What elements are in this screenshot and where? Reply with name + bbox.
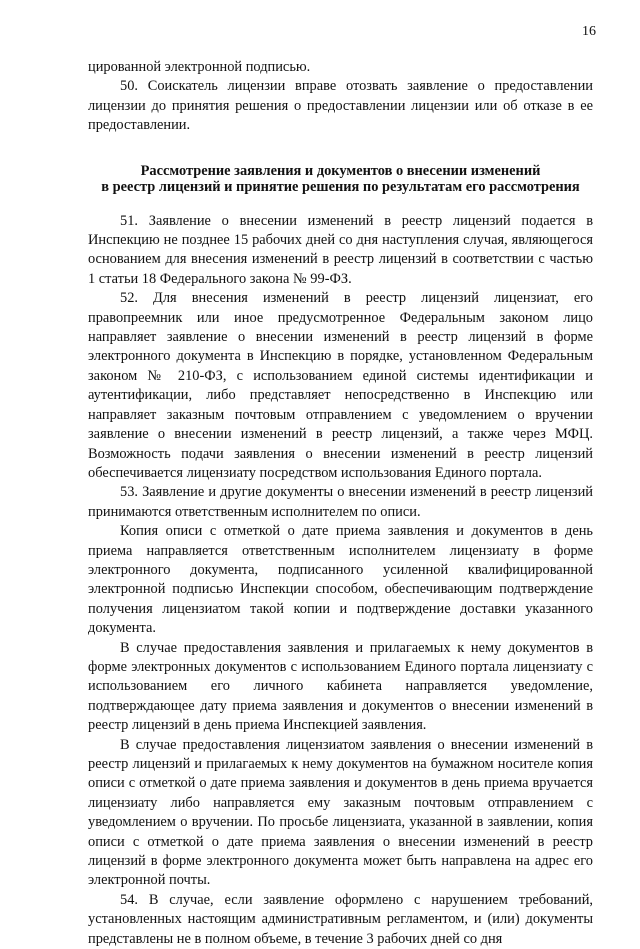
paragraph-electronic-submission: В случае предоставления заявления и прилагаемых к нему документов в форме электронных документов с использованием Единого портала лицензиату с использованием его личного кабинета направляется уведомление, подтверждающее дату приема заявления и документов о внесении изменений в реестр лицензий в день приема Инспекцией заявления. xyxy=(88,639,593,734)
paragraph-52: 52. Для внесения изменений в реестр лицензий лицензиат, его правопреемник или иное предусмотренное Федеральным законом лицо направляет заявление о внесении изменений в реестр лицензий в форме электронного документа в Инспекцию в порядке, установленном Федеральным законом № 210-ФЗ, с использованием единой системы идентификации и аутентификации, либо представляет непосредственно в Инспекцию или направляет заказным почтовым отправлением с уведомлением о вручении заявление о внесении изменений в реестр лицензий, а также через МФЦ. Возможность подачи заявления о внесении изменений в реестр лицензий обеспечивается лицензиату посредством использования Единого портала. xyxy=(88,290,593,481)
paragraph-54: 54. В случае, если заявление оформлено с нарушением требований, установленных настоящим административным регламентом, и (или) документы представлены не в полном объеме, в течение 3 рабочих дней со дня xyxy=(88,891,593,947)
paragraph-continuation: цированной электронной подписью. xyxy=(88,59,311,75)
section-heading-line-2: в реестр лицензий и принятие решения по результатам его рассмотрения xyxy=(101,179,580,196)
paragraph-53: 53. Заявление и другие документы о внесении изменений в реестр лицензий принимаются ответственным исполнителем по описи. xyxy=(88,484,593,520)
paragraph-copy-of-inventory: Копия описи с отметкой о дате приема заявления и документов в день приема направляется ответственным исполнителем лицензиату в форме электронного документа, подписанного усиленной квалифицированной электронной подписью Инспекции способом, обеспечивающим подтверждение получения лицензиатом такой копии и подтверждение доставки указанного документа. xyxy=(88,523,593,637)
section-heading xyxy=(88,163,593,196)
document-body xyxy=(88,58,593,949)
paragraph-51: 51. Заявление о внесении изменений в реестр лицензий подается в Инспекцию не позднее 15 рабочих дней со дня наступления случая, являющегося основанием для внесения изменений в реестр лицензий в соответствии с частью 1 статьи 18 Федерального закона № 99-ФЗ. xyxy=(88,212,593,287)
page-number: 16 xyxy=(582,24,596,39)
section-heading-line-1: Рассмотрение заявления и документов о внесении изменений xyxy=(140,162,541,179)
paragraph-50: 50. Соискатель лицензии вправе отозвать заявление о предоставлении лицензии до принятия решения о предоставлении лицензии или об отказе в ее предоставлении. xyxy=(88,78,593,134)
paragraph-paper-submission: В случае предоставления лицензиатом заявления о внесении изменений в реестр лицензий и прилагаемых к нему документов на бумажном носителе копия описи с отметкой о дате приема заявления и документов в день приема вручается лицензиату либо направляется ему заказным почтовым отправлением с уведомлением о вручении. По просьбе лицензиата, указанной в заявлении, копия описи с отметкой о дате приема заявления о внесении изменений в реестр лицензий в форме электронного документа может быть направлена на адрес его электронной почты. xyxy=(88,736,593,889)
